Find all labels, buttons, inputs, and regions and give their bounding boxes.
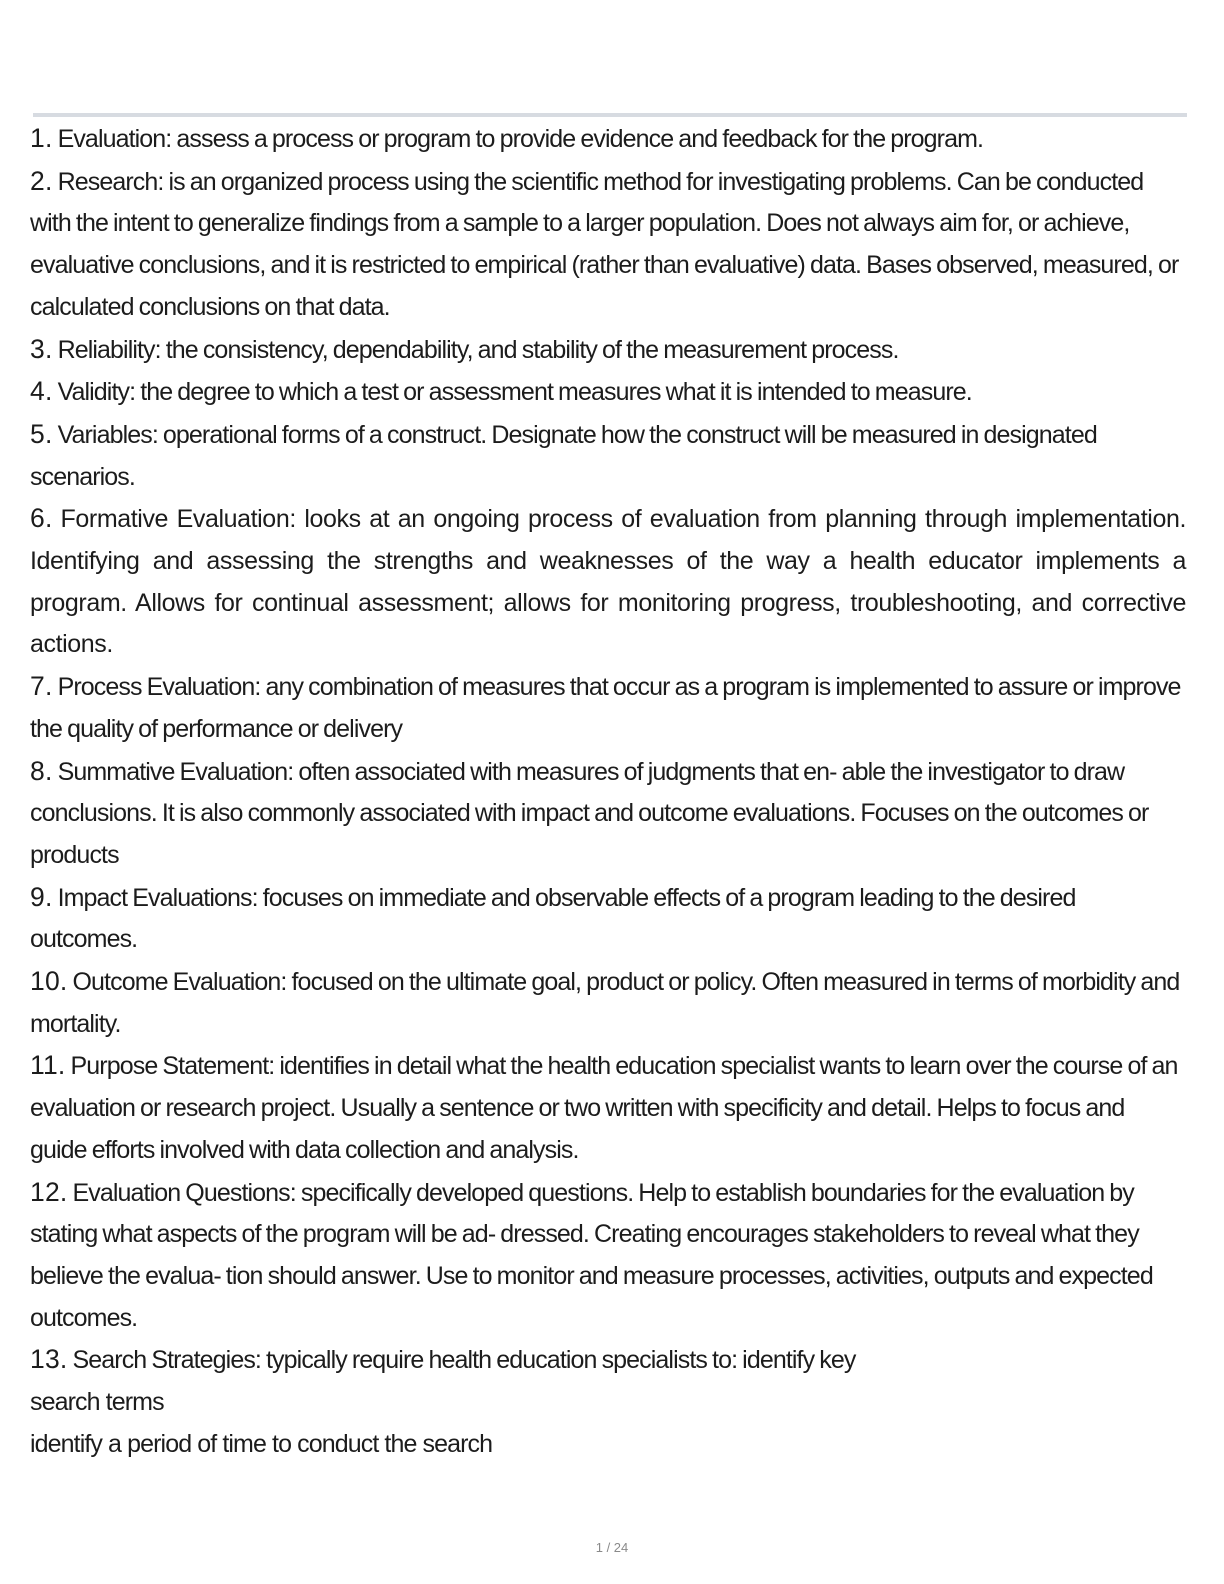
item-text: Summative Evaluation: often associated with measures of judgments that en- able the investigator to draw conclusions. It is also commonly associated with impact and outcome evaluations. Focuses on the outcomes or products [30, 757, 1149, 869]
item-text: Search Strategies: typically require health education specialists to: identify key [72, 1346, 856, 1375]
item-text: Impact Evaluations: focuses on immediate and observable effects of a program leading to the desired outcomes. [30, 883, 1076, 954]
list-item [30, 1045, 1186, 1171]
list-item [30, 371, 1186, 414]
list-item [30, 329, 1186, 372]
list-item [30, 666, 1186, 750]
page-indicator: 1 / 24 [595, 1540, 629, 1555]
item-number: 13. [30, 1344, 68, 1375]
list-item [30, 1172, 1186, 1340]
item-text: Reliability: the consistency, dependability, and stability of the measurement process. [57, 335, 899, 364]
item-text: Outcome Evaluation: focused on the ultimate goal, product or policy. Often measured in terms of morbidity and mortality. [30, 968, 1180, 1038]
item-text: Process Evaluation: any combination of measures that occur as a program is implemented to assure or improve the quality of performance or delivery [30, 673, 1181, 743]
item-number: 12. [30, 1176, 68, 1207]
list-item [30, 161, 1186, 329]
list-item [30, 751, 1186, 877]
list-item [30, 961, 1186, 1045]
item-number: 10. [30, 966, 68, 997]
item-text: Evaluation Questions: specifically developed questions. Help to establish boundaries for the evaluation by stating what aspects of the program will be ad- dressed. Creating encourages stakeholders to reveal what they believe the evalua- tion should answer. Use to monitor and measure processes, activities, outputs and expected outcomes. [30, 1178, 1153, 1332]
list-item [30, 498, 1186, 666]
item-text: Validity: the degree to which a test or assessment measures what it is intended to measure. [57, 378, 972, 407]
item-text: Purpose Statement: identifies in detail what the health education specialist wants to learn over the course of an evaluation or research project. Usually a sentence or two written with specificity and detail. Helps to focus and guide efforts involved with data collection and analysis. [30, 1052, 1178, 1164]
item-number: 11. [30, 1050, 66, 1081]
item-text: Formative Evaluation: looks at an ongoing process of evaluation from planning through implementation. Identifying and assessing the strengths and weaknesses of the way a health educator implements a program. Allows for continual assessment; allows for monitoring progress, troubleshooting, and corrective actions. [30, 505, 1187, 659]
item-number: 7. [30, 671, 53, 702]
item-text: Evaluation: assess a process or program to provide evidence and feedback for the program. [57, 125, 984, 153]
item-number: 5. [30, 418, 53, 449]
item-number: 3. [30, 333, 53, 364]
item-number: 1. [30, 123, 53, 153]
item-number: 9. [30, 881, 53, 912]
continuation-line: search terms [30, 1388, 164, 1417]
item-number: 4. [30, 376, 53, 407]
list-item [30, 877, 1186, 961]
top-divider [33, 113, 1187, 117]
continuation-line: identify a period of time to conduct the search [30, 1429, 493, 1458]
item-number: 2. [30, 165, 53, 196]
item-text: Variables: operational forms of a construct. Designate how the construct will be measured in designated scenarios. [30, 420, 1097, 491]
list-item [30, 118, 1186, 161]
document-body [30, 118, 1186, 1466]
item-number: 8. [30, 755, 53, 786]
item-number: 6. [30, 503, 53, 534]
item-text: Research: is an organized process using the scientific method for investigating problems. Can be conducted with the intent to generalize findings from a sample to a larger population. Does not always aim for, or achieve, evaluative conclusions, and it is restricted to empirical (rather than evaluative) data. Bases observed, measured, or calculated conclusions on that data. [30, 167, 1179, 321]
list-item [30, 1339, 1186, 1382]
list-item [30, 414, 1186, 498]
